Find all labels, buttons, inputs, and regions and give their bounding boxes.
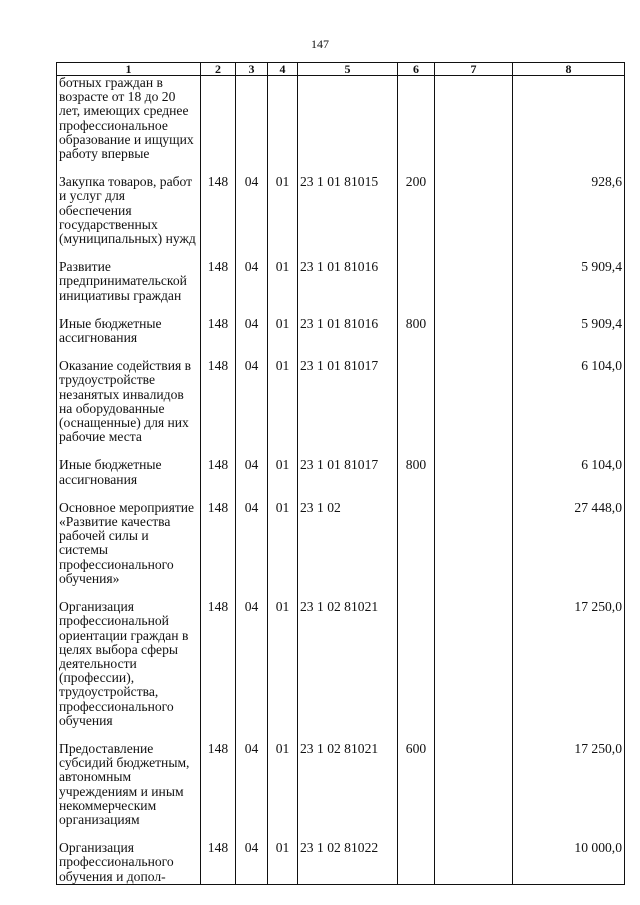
spacer-cell xyxy=(268,827,298,841)
spacer-cell xyxy=(298,728,398,742)
table-row xyxy=(57,317,625,345)
spacer-cell xyxy=(435,827,513,841)
expense-type-code: 800 xyxy=(398,317,435,345)
spacer-cell xyxy=(513,444,625,458)
target-article-code xyxy=(298,76,398,162)
row-spacer xyxy=(57,345,625,359)
spacer-cell xyxy=(398,246,435,260)
expense-type-code xyxy=(398,76,435,162)
amount: 10 000,0 xyxy=(513,841,625,884)
spacer-cell xyxy=(435,444,513,458)
subsection-code: 01 xyxy=(268,600,298,728)
row-spacer xyxy=(57,303,625,317)
spacer-cell xyxy=(513,345,625,359)
target-article-code: 23 1 01 81017 xyxy=(298,359,398,444)
amount: 6 104,0 xyxy=(513,458,625,486)
column-7-value xyxy=(435,841,513,884)
spacer-cell xyxy=(513,303,625,317)
amount: 17 250,0 xyxy=(513,600,625,728)
spacer-cell xyxy=(268,444,298,458)
table-header-row xyxy=(57,63,625,76)
row-description: ботных граждан в возрасте от 18 до 20 лет, имеющих среднее профессиональное образование и ищущих работу впервые xyxy=(57,76,201,162)
spacer-cell xyxy=(398,827,435,841)
column-header: 4 xyxy=(268,63,298,76)
spacer-cell xyxy=(201,246,236,260)
column-7-value xyxy=(435,260,513,303)
row-description: Оказание содействия в трудоустройстве незанятых инвалидов на оборудованные (оснащенные) для них рабочие места xyxy=(57,359,201,444)
amount: 928,6 xyxy=(513,175,625,246)
spacer-cell xyxy=(201,345,236,359)
column-7-value xyxy=(435,742,513,827)
subsection-code: 01 xyxy=(268,742,298,827)
spacer-cell xyxy=(513,246,625,260)
table-row xyxy=(57,260,625,303)
spacer-cell xyxy=(268,586,298,600)
row-spacer xyxy=(57,487,625,501)
spacer-cell xyxy=(268,728,298,742)
subsection-code: 01 xyxy=(268,458,298,486)
spacer-cell xyxy=(268,345,298,359)
spacer-cell xyxy=(236,161,268,175)
spacer-cell xyxy=(398,161,435,175)
column-header: 6 xyxy=(398,63,435,76)
row-description: Организация профессиональной ориентации граждан в целях выбора сферы деятельности (профессии), трудоустройства, профессионального обучения xyxy=(57,600,201,728)
row-description: Основное мероприятие «Развитие качества рабочей силы и системы профессионального обучения» xyxy=(57,501,201,586)
expense-type-code xyxy=(398,359,435,444)
section-code: 04 xyxy=(236,458,268,486)
subsection-code: 01 xyxy=(268,317,298,345)
target-article-code: 23 1 01 81016 xyxy=(298,317,398,345)
target-article-code: 23 1 02 81022 xyxy=(298,841,398,884)
table-body xyxy=(57,76,625,885)
spacer-cell xyxy=(57,487,201,501)
row-description: Организация профессионального обучения и допол- xyxy=(57,841,201,884)
main-manager-code: 148 xyxy=(201,501,236,586)
row-description: Иные бюджетные ассигнования xyxy=(57,458,201,486)
spacer-cell xyxy=(201,728,236,742)
section-code: 04 xyxy=(236,841,268,884)
expense-type-code xyxy=(398,260,435,303)
column-header: 8 xyxy=(513,63,625,76)
section-code xyxy=(236,76,268,162)
main-manager-code: 148 xyxy=(201,458,236,486)
section-code: 04 xyxy=(236,359,268,444)
table-row xyxy=(57,600,625,728)
spacer-cell xyxy=(57,303,201,317)
target-article-code: 23 1 01 81015 xyxy=(298,175,398,246)
column-header: 3 xyxy=(236,63,268,76)
spacer-cell xyxy=(236,827,268,841)
table-row xyxy=(57,175,625,246)
subsection-code: 01 xyxy=(268,359,298,444)
amount: 5 909,4 xyxy=(513,317,625,345)
spacer-cell xyxy=(201,161,236,175)
row-spacer xyxy=(57,246,625,260)
table-row xyxy=(57,841,625,884)
spacer-cell xyxy=(57,586,201,600)
spacer-cell xyxy=(236,246,268,260)
main-manager-code: 148 xyxy=(201,359,236,444)
table-row xyxy=(57,501,625,586)
target-article-code: 23 1 02 81021 xyxy=(298,742,398,827)
section-code: 04 xyxy=(236,175,268,246)
main-manager-code: 148 xyxy=(201,841,236,884)
spacer-cell xyxy=(236,345,268,359)
column-header: 2 xyxy=(201,63,236,76)
main-manager-code: 148 xyxy=(201,742,236,827)
target-article-code: 23 1 01 81017 xyxy=(298,458,398,486)
table-row xyxy=(57,742,625,827)
amount xyxy=(513,76,625,162)
main-manager-code: 148 xyxy=(201,317,236,345)
expense-type-code xyxy=(398,600,435,728)
spacer-cell xyxy=(57,161,201,175)
spacer-cell xyxy=(435,246,513,260)
spacer-cell xyxy=(268,161,298,175)
page-number: 147 xyxy=(311,37,329,51)
subsection-code: 01 xyxy=(268,260,298,303)
row-spacer xyxy=(57,728,625,742)
main-manager-code: 148 xyxy=(201,600,236,728)
expense-type-code xyxy=(398,501,435,586)
spacer-cell xyxy=(398,444,435,458)
row-spacer xyxy=(57,827,625,841)
column-7-value xyxy=(435,501,513,586)
spacer-cell xyxy=(57,827,201,841)
amount: 6 104,0 xyxy=(513,359,625,444)
spacer-cell xyxy=(236,303,268,317)
target-article-code: 23 1 02 81021 xyxy=(298,600,398,728)
subsection-code xyxy=(268,76,298,162)
column-7-value xyxy=(435,76,513,162)
spacer-cell xyxy=(298,246,398,260)
amount: 17 250,0 xyxy=(513,742,625,827)
spacer-cell xyxy=(268,303,298,317)
expense-type-code xyxy=(398,841,435,884)
main-manager-code: 148 xyxy=(201,175,236,246)
row-description: Предоставление субсидий бюджетным, автономным учреждениям и иным некоммерческим организациям xyxy=(57,742,201,827)
spacer-cell xyxy=(398,728,435,742)
spacer-cell xyxy=(57,444,201,458)
spacer-cell xyxy=(236,728,268,742)
table-row xyxy=(57,359,625,444)
spacer-cell xyxy=(201,303,236,317)
section-code: 04 xyxy=(236,600,268,728)
spacer-cell xyxy=(201,444,236,458)
column-7-value xyxy=(435,600,513,728)
row-description: Иные бюджетные ассигнования xyxy=(57,317,201,345)
row-spacer xyxy=(57,586,625,600)
spacer-cell xyxy=(513,728,625,742)
spacer-cell xyxy=(435,345,513,359)
spacer-cell xyxy=(298,487,398,501)
spacer-cell xyxy=(57,345,201,359)
target-article-code: 23 1 01 81016 xyxy=(298,260,398,303)
spacer-cell xyxy=(298,827,398,841)
row-spacer xyxy=(57,444,625,458)
section-code: 04 xyxy=(236,742,268,827)
spacer-cell xyxy=(513,827,625,841)
column-header: 7 xyxy=(435,63,513,76)
subsection-code: 01 xyxy=(268,175,298,246)
amount: 27 448,0 xyxy=(513,501,625,586)
column-header: 5 xyxy=(298,63,398,76)
spacer-cell xyxy=(236,487,268,501)
spacer-cell xyxy=(298,586,398,600)
spacer-cell xyxy=(236,586,268,600)
spacer-cell xyxy=(435,487,513,501)
spacer-cell xyxy=(435,161,513,175)
spacer-cell xyxy=(57,246,201,260)
column-7-value xyxy=(435,175,513,246)
spacer-cell xyxy=(513,586,625,600)
spacer-cell xyxy=(398,345,435,359)
spacer-cell xyxy=(236,444,268,458)
spacer-cell xyxy=(298,303,398,317)
spacer-cell xyxy=(398,487,435,501)
subsection-code: 01 xyxy=(268,841,298,884)
expense-type-code: 600 xyxy=(398,742,435,827)
spacer-cell xyxy=(268,487,298,501)
table-row xyxy=(57,458,625,486)
spacer-cell xyxy=(298,345,398,359)
row-description: Закупка товаров, работ и услуг для обеспечения государственных (муниципальных) нужд xyxy=(57,175,201,246)
spacer-cell xyxy=(513,161,625,175)
spacer-cell xyxy=(268,246,298,260)
expense-type-code: 800 xyxy=(398,458,435,486)
spacer-cell xyxy=(298,161,398,175)
amount: 5 909,4 xyxy=(513,260,625,303)
spacer-cell xyxy=(201,827,236,841)
spacer-cell xyxy=(435,586,513,600)
main-manager-code: 148 xyxy=(201,260,236,303)
budget-table xyxy=(56,62,625,885)
spacer-cell xyxy=(398,303,435,317)
spacer-cell xyxy=(201,586,236,600)
spacer-cell xyxy=(57,728,201,742)
target-article-code: 23 1 02 xyxy=(298,501,398,586)
expense-type-code: 200 xyxy=(398,175,435,246)
section-code: 04 xyxy=(236,260,268,303)
section-code: 04 xyxy=(236,317,268,345)
row-description: Развитие предпринимательской инициативы граждан xyxy=(57,260,201,303)
main-manager-code xyxy=(201,76,236,162)
subsection-code: 01 xyxy=(268,501,298,586)
row-spacer xyxy=(57,161,625,175)
spacer-cell xyxy=(435,728,513,742)
spacer-cell xyxy=(435,303,513,317)
spacer-cell xyxy=(513,487,625,501)
column-7-value xyxy=(435,317,513,345)
column-7-value xyxy=(435,458,513,486)
table-row xyxy=(57,76,625,162)
column-header: 1 xyxy=(57,63,201,76)
spacer-cell xyxy=(398,586,435,600)
section-code: 04 xyxy=(236,501,268,586)
spacer-cell xyxy=(298,444,398,458)
spacer-cell xyxy=(201,487,236,501)
column-7-value xyxy=(435,359,513,444)
